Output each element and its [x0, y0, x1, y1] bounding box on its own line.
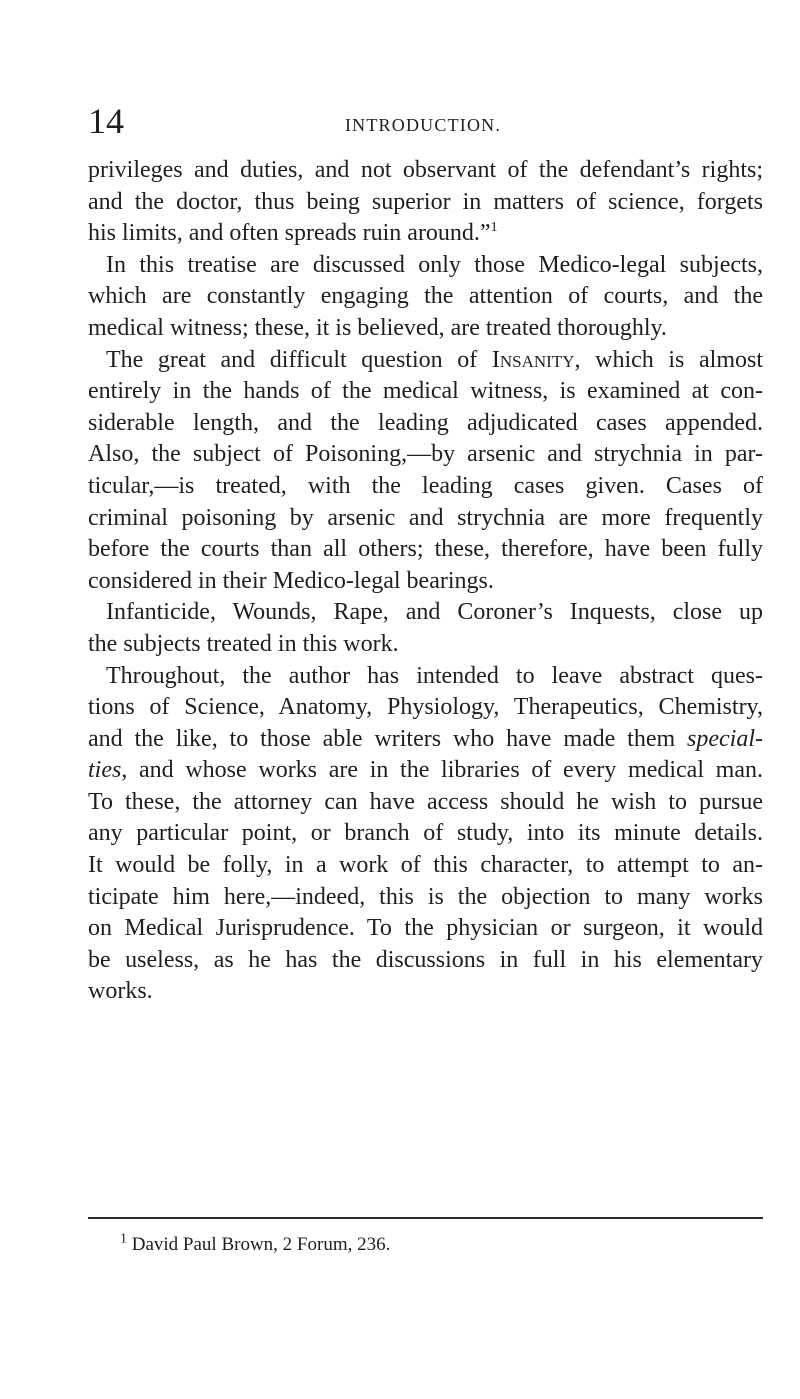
text-line: [88, 218, 763, 250]
text-span: , which is almost: [574, 346, 764, 373]
footnote-text: David Paul Brown, 2 Forum, 236.: [131, 1234, 391, 1255]
page-number: 14: [88, 101, 124, 141]
text-line: Infanticide, Wounds, Rape, and Coroner’s Inquests, close up: [106, 599, 763, 626]
text-line: Throughout, the author has intended to leave abstract ques-: [106, 662, 763, 689]
text-line: which are constantly engaging the attention of courts, and the: [88, 283, 763, 310]
footnote-marker: 1: [120, 1231, 127, 1247]
text-line: considered in their Medico-legal bearings.: [88, 567, 494, 594]
text-line: [88, 724, 763, 756]
text-line: works.: [88, 978, 153, 1005]
text-line: [88, 345, 763, 377]
text-line: ticular,—is treated, with the leading cases given. Cases of: [88, 472, 763, 499]
text-line: privileges and duties, and not observant of the defendant’s rights;: [88, 157, 763, 183]
text-line: any particular point, or branch of study, into its minute details.: [88, 820, 763, 847]
text-line: before the courts than all others; these, therefore, have been fully: [88, 536, 763, 563]
text-line: medical witness; these, it is believed, are treated thoroughly.: [88, 314, 667, 341]
footnote-reference: 1: [490, 220, 498, 236]
text-line: criminal poisoning by arsenic and strychnia are more frequently: [88, 504, 763, 531]
text-line: siderable length, and the leading adjudicated cases appended.: [88, 409, 763, 436]
text-span: , and whose works are in the libraries of every medical man.: [121, 757, 763, 784]
text-span: and the like, to those able writers who have made them: [88, 725, 676, 752]
small-caps-term: Insanity: [491, 346, 575, 373]
running-head: INTRODUCTION.: [344, 115, 502, 135]
text-line: It would be folly, in a work of this character, to attempt to an-: [88, 852, 763, 879]
text-line: entirely in the hands of the medical witness, is examined at con-: [88, 378, 763, 405]
text-line: To these, the attorney can have access should he wish to pursue: [88, 788, 763, 815]
text-line: tions of Science, Anatomy, Physiology, Therapeutics, Chemistry,: [88, 694, 763, 721]
text-line: on Medical Jurisprudence. To the physician or surgeon, it would: [88, 915, 763, 942]
text-line: the subjects treated in this work.: [88, 630, 399, 657]
text-line: [88, 755, 763, 787]
text-line: Also, the subject of Poisoning,—by arsenic and strychnia in par-: [88, 441, 763, 468]
text-line: and the doctor, thus being superior in matters of science, forgets: [88, 188, 763, 215]
page-header: [88, 103, 758, 139]
footnote-divider: [88, 1217, 763, 1219]
text-span: his limits, and often spreads ruin around.”: [88, 220, 491, 247]
text-line: In this treatise are discussed only those Medico-legal subjects,: [106, 251, 763, 278]
footnote: [120, 1233, 390, 1257]
italic-term: special-: [687, 725, 763, 752]
text-span: The great and difficult question of: [106, 346, 478, 373]
italic-term: ties: [88, 757, 122, 784]
text-line: ticipate him here,—indeed, this is the objection to many works: [88, 883, 763, 910]
text-line: be useless, as he has the discussions in full in his elementary: [88, 946, 763, 973]
body-text: [88, 155, 763, 1008]
